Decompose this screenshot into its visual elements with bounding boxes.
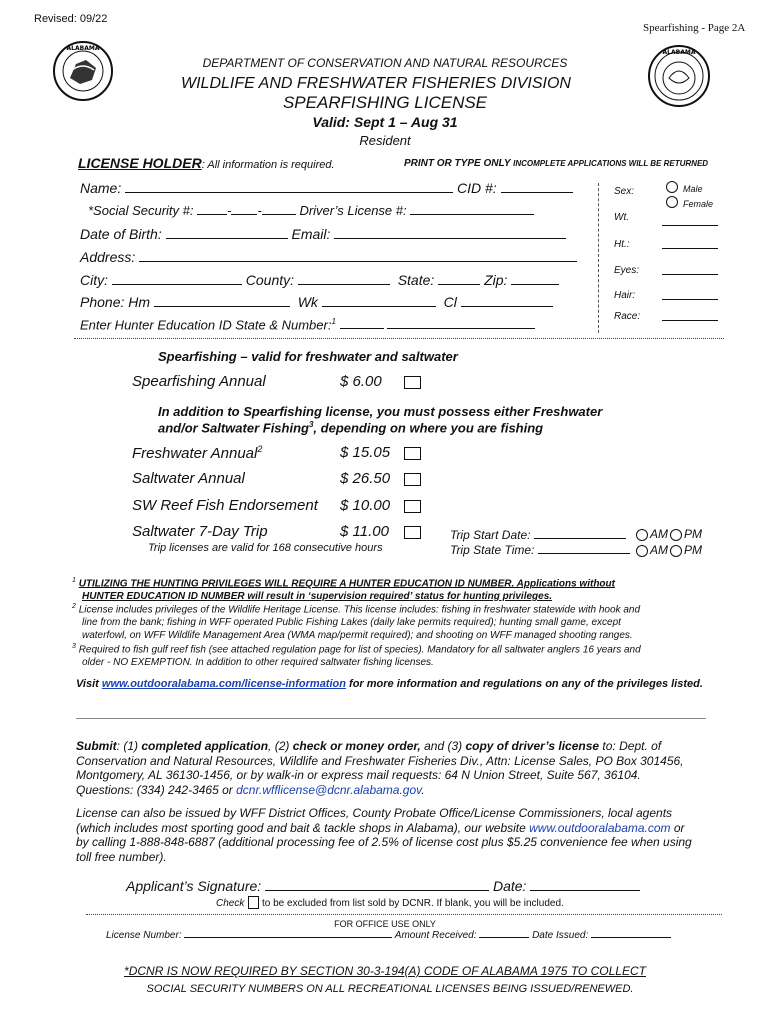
trip-start-pm-radio[interactable]	[670, 529, 682, 541]
eyes-label: Eyes:	[614, 265, 640, 276]
trip-time-am-radio[interactable]	[636, 545, 648, 557]
side-panel-divider	[598, 183, 599, 333]
trip-start-field[interactable]	[534, 538, 626, 539]
county-field[interactable]	[298, 284, 390, 285]
svg-text:ALABAMA: ALABAMA	[66, 45, 100, 52]
legal-notice-2: SOCIAL SECURITY NUMBERS ON ALL RECREATIONAL LICENSES BEING ISSUED/RENEWED.	[146, 983, 634, 995]
exclude-note: to be excluded from list sold by DCNR. If blank, you will be included.	[262, 898, 564, 909]
female-label: Female	[683, 199, 714, 209]
weight-field[interactable]	[662, 225, 718, 226]
state-field[interactable]	[438, 284, 480, 285]
outdoor-alabama-link[interactable]: www.outdooralabama.com	[529, 820, 671, 835]
trip-start-am-label: AM	[650, 527, 668, 541]
issuance-info: License can also be issued by WFF District Offices, County Probate Office/License Commissioners, local agents (which includes most sporting good and bait & tackle shops in Alabama), our website www.outdooralabama.com or by calling 1-888-848-6887 (additional processing fee of 2.5% of license cost plus $5.25 convenience fee when using toll free number).	[76, 806, 692, 864]
drivers-license-field[interactable]	[410, 214, 534, 215]
name-field[interactable]	[125, 192, 453, 193]
address-field[interactable]	[139, 261, 577, 262]
dob-row: Date of Birth: Email:	[80, 226, 566, 242]
hunter-ed-state-field[interactable]	[340, 328, 384, 329]
date-issued-field[interactable]	[591, 937, 671, 938]
svg-text:ALABAMA: ALABAMA	[662, 49, 696, 56]
race-field[interactable]	[662, 320, 718, 321]
email-field[interactable]	[334, 238, 566, 239]
city-field[interactable]	[112, 284, 242, 285]
address-row: Address:	[80, 249, 577, 265]
home-phone-field[interactable]	[154, 306, 290, 307]
eyes-field[interactable]	[662, 274, 718, 275]
license-number-field[interactable]	[184, 937, 392, 938]
hunter-ed-row: Enter Hunter Education ID State & Number:$^1$	[80, 317, 535, 332]
freshwater-annual-label: Freshwater Annual$^2$	[132, 444, 263, 462]
hair-label: Hair:	[614, 290, 636, 301]
office-use-heading: FOR OFFICE USE ONLY	[334, 919, 436, 929]
ssn-row: *Social Security #: - - Driver’s License #:	[88, 203, 534, 218]
race-label: Race:	[614, 311, 641, 322]
valid-period: Valid: Sept 1 – Aug 31	[312, 114, 458, 130]
cid-field[interactable]	[501, 192, 573, 193]
ssn-field-3[interactable]	[262, 214, 296, 215]
trip-note: Trip licenses are valid for 168 consecutive hours	[148, 542, 383, 554]
trip-time-row: Trip State Time:	[450, 543, 630, 557]
page-reference: Spearfishing - Page 2A	[643, 22, 746, 34]
zip-field[interactable]	[511, 284, 559, 285]
submit-instructions: Submit: (1) completed application, (2) check or money order, and (3) copy of driver’s license to: Dept. of Conservation and Natural Resources, Wildlife and Freshwater Fisheries Div., Attn: License Sales, PO Box 301456, Montgomery, AL 36130-1456, or by walk-in or express mail requests: 64 N Union Street, Suite 567, 36104. Questions: (334) 242-3465 or dcnr.wfflicense@dcnr.alabama.gov.	[76, 739, 684, 797]
trip-time-pm-label: PM	[684, 543, 702, 557]
license-info-link[interactable]: www.outdooralabama.com/license-information	[101, 678, 346, 690]
saltwater-trip-label: Saltwater 7-Day Trip	[132, 523, 268, 540]
footnote-3: $^3$ Required to fish gulf reef fish (see attached regulation page for list of species). Mandatory for all saltwater anglers 16 years and older - NO EXEMPTION. In addition to other required saltwater fishing licenses.	[72, 643, 641, 668]
trip-start-pm-label: PM	[684, 527, 702, 541]
signature-date-field[interactable]	[530, 890, 640, 891]
dob-field[interactable]	[166, 238, 288, 239]
freshwater-annual-checkbox[interactable]	[404, 447, 421, 460]
signature-field[interactable]	[265, 890, 489, 891]
trip-time-field[interactable]	[538, 553, 630, 554]
license-holder-heading: LICENSE HOLDER: All information is required.	[78, 155, 335, 171]
male-radio[interactable]	[666, 181, 678, 193]
hunter-ed-number-field[interactable]	[387, 328, 535, 329]
department-name: DEPARTMENT OF CONSERVATION AND NATURAL RESOURCES	[202, 56, 568, 70]
exclude-from-list-checkbox[interactable]	[248, 896, 259, 909]
hair-field[interactable]	[662, 299, 718, 300]
trip-start-am-radio[interactable]	[636, 529, 648, 541]
check-label: Check	[216, 898, 245, 909]
license-email-link[interactable]: dcnr.wfflicense@dcnr.alabama.gov	[236, 782, 422, 797]
trip-start-row: Trip Start Date:	[450, 528, 626, 542]
footnote-1: $^1$ UTILIZING THE HUNTING PRIVILEGES WILL REQUIRE A HUNTER EDUCATION ID NUMBER. Applications without HUNTER EDUCATION ID NUMBER will result in ‘supervision required’ status for hunting privileges.	[72, 577, 615, 602]
residency: Resident	[359, 133, 411, 148]
footnote-2: $^2$ License includes privileges of the Wildlife Heritage License. This license includes: fishing in freshwater statewide with hook and line from the bank; fishing in WFF operated Public Fishing Lakes (daily lake permits required); hunting small game, except waterfowl, on WFF Wildlife Management Area (WMA map/permit required); and shooting on WFF managed shooting ranges.	[72, 603, 641, 641]
divider-line	[76, 718, 706, 719]
spearfishing-annual-label: Spearfishing Annual	[132, 373, 266, 390]
weight-label: Wt.	[614, 212, 629, 223]
trip-time-am-label: AM	[650, 543, 668, 557]
saltwater-annual-label: Saltwater Annual	[132, 470, 245, 487]
female-radio[interactable]	[666, 196, 678, 208]
reef-fish-checkbox[interactable]	[404, 500, 421, 513]
height-field[interactable]	[662, 248, 718, 249]
phone-row: Phone: Hm Wk Cl	[80, 294, 553, 310]
additional-license-note-2: and/or Saltwater Fishing$^3$, depending on where you are fishing	[158, 420, 544, 436]
reef-fish-label: SW Reef Fish Endorsement	[132, 497, 318, 514]
saltwater-trip-price: $ 11.00	[340, 523, 389, 540]
ssn-field-1[interactable]	[197, 214, 227, 215]
reef-fish-price: $ 10.00	[340, 497, 391, 514]
legal-notice-1: *DCNR IS NOW REQUIRED BY SECTION 30-3-194(A) CODE OF ALABAMA 1975 TO COLLECT	[124, 964, 646, 978]
revised-date: Revised: 09/22	[34, 13, 108, 25]
signature-row: Applicant’s Signature: Date:	[126, 878, 640, 894]
spearfishing-section-title: Spearfishing – valid for freshwater and saltwater	[158, 349, 458, 364]
freshwater-annual-price: $ 15.05	[340, 444, 391, 461]
form-title: SPEARFISHING LICENSE	[282, 93, 488, 112]
height-label: Ht.:	[614, 239, 630, 250]
work-phone-field[interactable]	[322, 306, 436, 307]
cell-phone-field[interactable]	[461, 306, 553, 307]
office-row: License Number: Amount Received: Date Issued:	[106, 930, 671, 941]
division-name: WILDLIFE AND FRESHWATER FISHERIES DIVISION	[181, 75, 571, 92]
sex-label: Sex:	[614, 186, 635, 197]
spearfishing-annual-checkbox[interactable]	[404, 376, 421, 389]
saltwater-annual-checkbox[interactable]	[404, 473, 421, 486]
amount-received-field[interactable]	[479, 937, 529, 938]
male-label: Male	[683, 184, 703, 194]
city-row: City: County: State: Zip:	[80, 272, 559, 288]
print-note: PRINT OR TYPE ONLY INCOMPLETE APPLICATIONS WILL BE RETURNED	[404, 158, 709, 169]
section-divider	[74, 338, 724, 339]
additional-license-note-1: In addition to Spearfishing license, you must possess either Freshwater	[158, 404, 603, 419]
saltwater-trip-checkbox[interactable]	[404, 526, 421, 539]
office-divider	[86, 914, 722, 915]
spearfishing-annual-price: $ 6.00	[340, 373, 382, 390]
visit-note: Visit www.outdooralabama.com/license-information for more information and regulations on any of the privileges listed.	[76, 678, 703, 690]
saltwater-annual-price: $ 26.50	[340, 470, 391, 487]
ssn-field-2[interactable]	[231, 214, 257, 215]
name-row: Name: CID #:	[80, 180, 573, 196]
trip-time-pm-radio[interactable]	[670, 545, 682, 557]
